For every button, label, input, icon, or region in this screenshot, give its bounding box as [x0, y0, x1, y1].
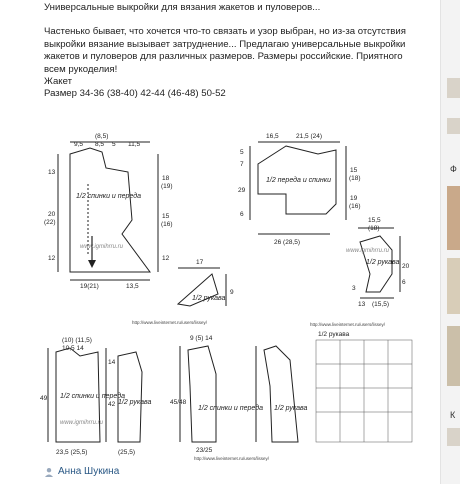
dim-top-c: 8,5 [95, 141, 105, 148]
dim-top-d: 5 [112, 141, 116, 148]
dim-p3-top: (10) (11,5) [62, 337, 92, 344]
dim-right-19: (19) [161, 183, 173, 190]
dim-s2-13: 13 [358, 301, 366, 308]
dim-p2-26: 26 (28,5) [274, 239, 301, 246]
rail-thumb-5[interactable] [447, 326, 460, 386]
dim-p3-top2: 10,5 14 [62, 345, 84, 352]
dim-bottom-135: 13,5 [126, 283, 139, 290]
label-back-front: 1/2 спинки и переда [76, 193, 141, 200]
label-sleeve-4: 1/2 рукава [274, 405, 308, 412]
post-item: Жакет [44, 76, 73, 88]
label-back-front-2: 1/2 спинки и переда [60, 393, 125, 400]
rail-letter-f: Ф [450, 164, 457, 174]
dim-p4-bottom: 23/25 [196, 447, 213, 454]
label-sleeve-1: 1/2 рукава [192, 295, 226, 302]
dim-p2-165: 16,5 [266, 133, 279, 140]
rail-thumb-4[interactable] [447, 258, 460, 314]
dim-bottom-19: 19(21) [80, 283, 99, 290]
dim-p2-29: 29 [238, 187, 246, 194]
label-sleeve-2: 1/2 рукава [366, 259, 400, 266]
dim-right-18: 18 [162, 175, 170, 182]
watermark-3: www.igmihrru.ru [60, 420, 104, 426]
post-sizes: Размер 34-36 (38-40) 42-44 (46-48) 50-52 [44, 88, 226, 100]
author-name: Анна Шукина [58, 466, 120, 477]
rail-thumb-3[interactable] [447, 186, 460, 250]
chart-label: 1/2 рукава [318, 331, 350, 338]
pattern-diagram[interactable] [40, 124, 420, 462]
post-text [44, 2, 424, 101]
site-1: http://www.liveinternet.ru/users/lissey/ [132, 320, 208, 325]
dim-s2-20: 20 [402, 263, 410, 270]
dim-p2-5: 5 [240, 149, 244, 156]
dim-sleeve-17: 17 [196, 259, 204, 266]
dim-s2-18: (18) [368, 225, 380, 232]
site-3: http://www.liveinternet.ru/users/lissey/ [194, 456, 270, 461]
user-icon [44, 467, 54, 477]
dim-p2-6: 6 [240, 211, 244, 218]
author-link[interactable] [44, 466, 119, 477]
label-back-front-3: 1/2 спинки и переда [198, 405, 263, 412]
dim-p3-bottom2: (25,5) [118, 449, 135, 456]
watermark-1: www.igmihrru.ru [80, 244, 124, 250]
dim-p2-16: (16) [349, 203, 361, 210]
site-2: http://www.liveinternet.ru/users/lissey/ [310, 322, 386, 327]
post-title: Универсальные выкройки для вязания жакетов и пуловеров... [44, 2, 321, 13]
right-rail [440, 0, 460, 484]
rail-thumb-6[interactable] [447, 428, 460, 446]
dim-p3-14: 14 [108, 359, 116, 366]
dim-p4-top: 9 (5) 14 [190, 335, 213, 342]
dim-left-20: 20 [48, 211, 56, 218]
dim-top-a: 9,5 [74, 141, 84, 148]
dim-p3-42: 42 [108, 401, 116, 408]
rail-thumb-2[interactable] [447, 118, 460, 134]
dim-sleeve-9: 9 [230, 289, 234, 296]
label-sleeve-3: 1/2 рукава [118, 399, 152, 406]
dim-right-15: 15 [162, 213, 170, 220]
dim-top-e: 11,5 [128, 141, 141, 148]
dim-s2-3: 3 [352, 285, 356, 292]
post-paragraph: Частенько бывает, что хочется что-то связать и узор выбран, но из-за отсутствия выкройки вязание вызывает затруднение... Предлагаю универсальные выкройки жакетов и пуловеров для различных размеров. Размеры российские. Приятного всем рукоделия! [44, 26, 406, 75]
label-front-back: 1/2 переда и спинки [266, 177, 331, 184]
dim-p2-215: 21,5 (24) [296, 133, 323, 140]
dim-p2-15: 15 [350, 167, 358, 174]
rail-thumb-1[interactable] [447, 78, 460, 98]
dim-p2-18: (18) [349, 175, 361, 182]
rail-letter-k: К [450, 410, 456, 420]
dim-s2-155b: (15,5) [372, 301, 389, 308]
dim-right-12: 12 [162, 255, 170, 262]
dim-p2-19: 19 [350, 195, 358, 202]
dim-p3-bottom: 23,5 (25,5) [56, 449, 88, 456]
dim-right-16: (16) [161, 221, 173, 228]
dim-s2-155: 15,5 [368, 217, 381, 224]
dim-p2-7: 7 [240, 161, 244, 168]
dim-left-13: 13 [48, 169, 56, 176]
watermark-2: www.igmihrru.ru [346, 248, 390, 254]
dim-p4-side: 45/48 [170, 399, 187, 406]
dim-left-12: 12 [48, 255, 56, 262]
dim-s2-6: 6 [402, 279, 406, 286]
dim-p3-49: 49 [40, 395, 48, 402]
dim-left-22: (22) [44, 219, 56, 226]
dim-top-b: (8,5) [95, 133, 109, 140]
